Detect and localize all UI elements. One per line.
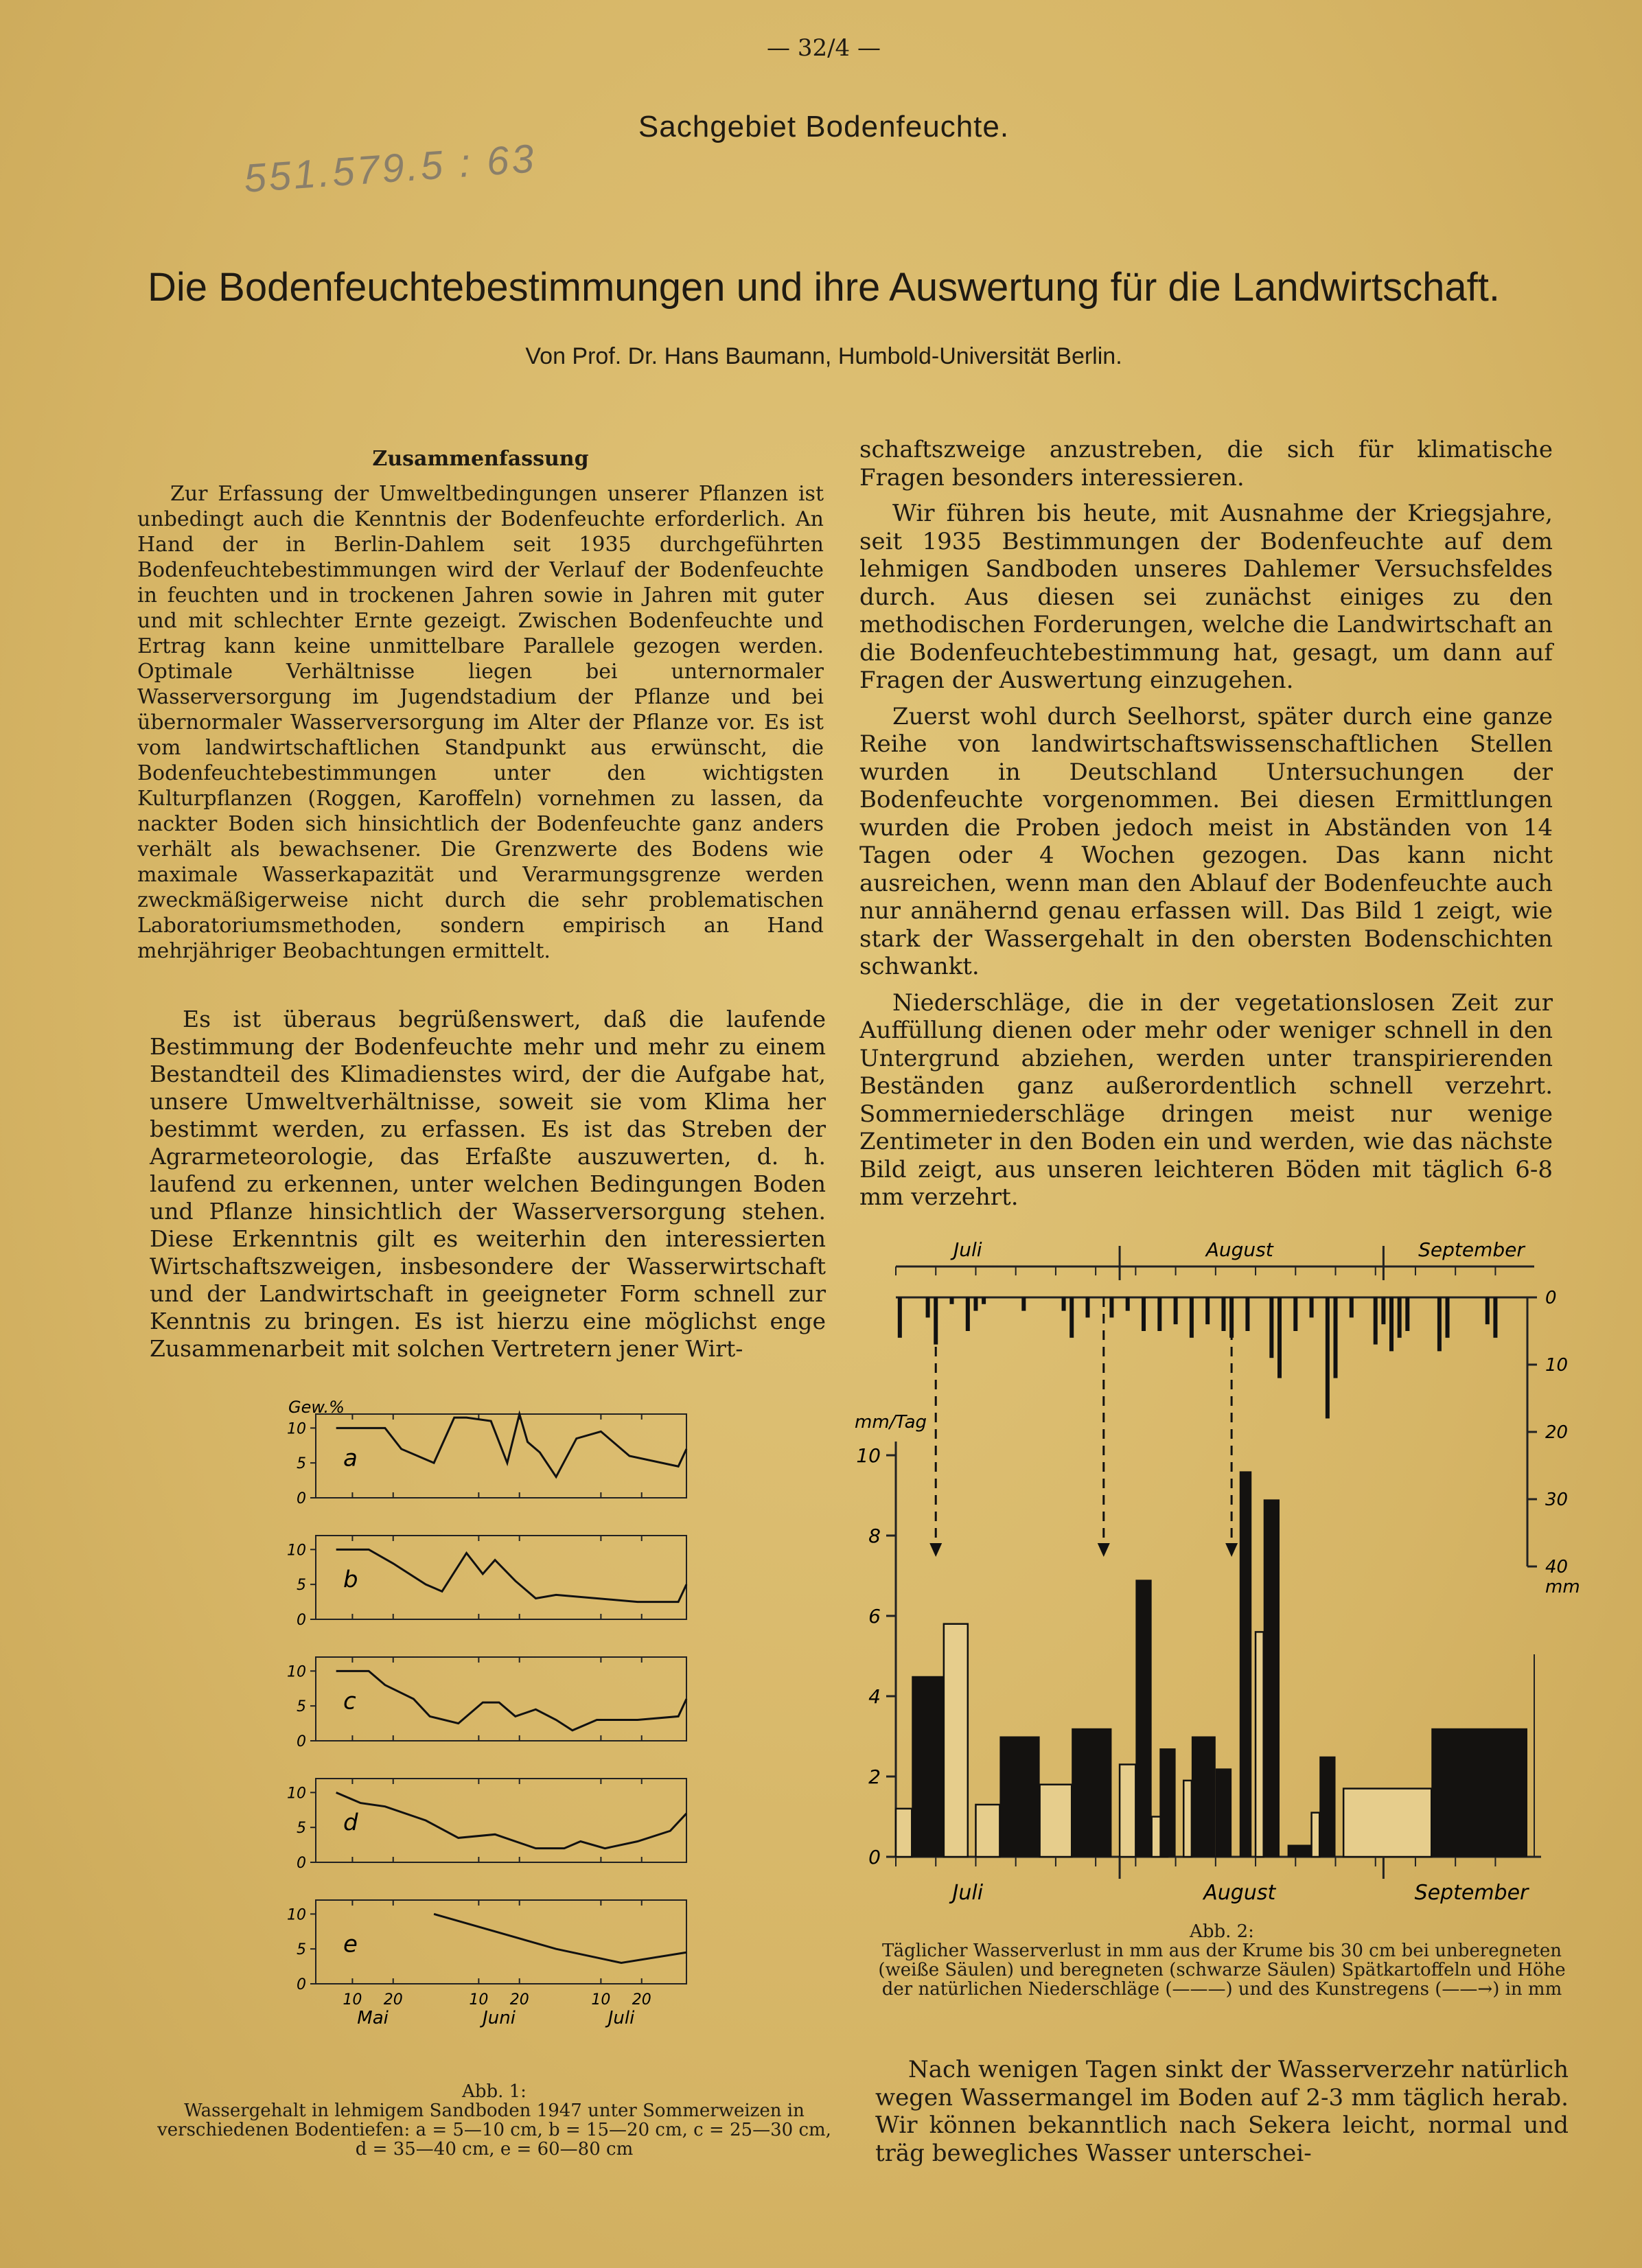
precip-bar	[1109, 1297, 1113, 1317]
paragraph: Wir führen bis heute, mit Ausnahme der Kriegsjahre, seit 1935 Bestimmungen der Bodenfeuchte auf dem lehmigen Sandboden unseres Dahlemer Versuchsfeldes durch. Aus diesen sei zunächst einiges zu den methodischen Forderungen, welche die Landwirtschaft an die Bodenfeuchtebestimmung hat, gesagt, um dann auf Fragen der Auswertung einzugehen.	[859, 500, 1553, 694]
precip-bar	[1493, 1297, 1497, 1338]
y-tick-label: 2	[868, 1766, 881, 1788]
irrigation-arrow-head	[929, 1543, 942, 1557]
precip-bar	[1381, 1297, 1385, 1324]
precip-bar	[1405, 1297, 1409, 1331]
precip-bar	[1389, 1297, 1394, 1351]
figure-2-label: Abb. 2:	[1190, 1921, 1254, 1942]
summary-heading: Zusammenfassung	[372, 447, 589, 471]
summary-text: Zur Erfassung der Umweltbedingungen unserer Pflanzen ist unbedingt auch die Kenntnis der Bodenfeuchte erforderlich. An Hand der in Berlin-Dahlem seit 1935 durchgeführten Bodenfeuchtebestimmungen wird der Verlauf der Bodenfeuchte in feuchten und in trockenen Jahren sowie in Jahren mit guter und mit schlechter Ernte gezeigt. Zwischen Bodenfeuchte und Ertrag kann keine unmittelbare Parallele gezogen werden. Optimale Verhältnisse liegen bei unternormaler Wasserversorgung im Jugendstadium der Pflanze und bei übernormaler Wasserversorgung im Alter der Pflanze vor. Es ist vom landwirtschaftlichen Standpunkt aus erwünscht, die Bodenfeuchtebestimmungen unter den wichtigsten Kulturpflanzen (Roggen, Karoffeln) vornehmen zu lassen, da nackter Boden sich hinsichtlich der Bodenfeuchte ganz anders verhält als bewachsener. Die Grenzwerte des Bodens wie maximale Wasserkapazität und Verarmungsgrenze werden zweckmäßigerweise nicht durch die sehr problematischen Laboratoriumsmethoden, sondern empirisch an Hand mehrjähriger Beobachtungen ermittelt.	[137, 482, 824, 963]
precip-tick-label: 10	[1545, 1355, 1569, 1376]
panel-label-e: e	[343, 1930, 358, 1958]
irrigation-arrow-head	[1098, 1543, 1110, 1557]
summary	[137, 446, 824, 964]
figure-1-caption	[151, 2082, 837, 2159]
precip-bar	[1221, 1297, 1225, 1331]
black-bar	[1135, 1579, 1151, 1857]
precip-tick-label: 30	[1545, 1490, 1569, 1510]
y-tick-label: 10	[287, 1785, 306, 1803]
figure-2-caption	[872, 1922, 1572, 1999]
black-bar	[1431, 1728, 1527, 1857]
precip-bar	[1069, 1297, 1074, 1338]
black-bar	[1240, 1471, 1251, 1857]
right-body-column	[859, 436, 1553, 1220]
figure-2-text: Täglicher Wasserverlust in mm aus der Krume bis 30 cm bei unberegneten (weiße Säulen) und beregneten (schwarze Säulen) Spätkartoffeln und Höhe der natürlichen Niederschläge (———) und des Kunstregens (——→) in mm	[878, 1941, 1566, 2000]
top-month-label: Juli	[953, 1238, 982, 1261]
precip-bar	[1350, 1297, 1354, 1317]
top-month-label: September	[1418, 1238, 1525, 1261]
precip-bar	[966, 1297, 970, 1331]
precip-bar	[1085, 1297, 1089, 1317]
black-bar	[1264, 1499, 1280, 1857]
panel-frame	[316, 1900, 686, 1984]
right-bottom-text	[875, 2056, 1569, 2175]
precip-bar	[1245, 1297, 1249, 1331]
series-line-c	[336, 1671, 686, 1730]
precip-bar	[973, 1297, 978, 1311]
panel-label-d: d	[343, 1809, 358, 1837]
precip-bar	[1310, 1297, 1314, 1317]
precip-bar	[1174, 1297, 1178, 1324]
x-tick-label: 10	[591, 1991, 611, 2009]
black-bar	[1216, 1768, 1232, 1857]
precip-bar	[1142, 1297, 1146, 1331]
top-month-label: August	[1205, 1238, 1273, 1261]
y-tick-label: 6	[868, 1605, 881, 1628]
precip-bar	[950, 1297, 954, 1304]
paragraph: schaftszweige anzustreben, die sich für klimatische Fragen besonders interessieren.	[859, 436, 1553, 491]
y-tick-label: 10	[287, 1420, 306, 1438]
y-tick-label: 0	[297, 1976, 306, 1993]
figure-1-chart	[261, 1400, 714, 2080]
page-number: — 32/4 —	[767, 34, 881, 62]
white-bar	[1183, 1781, 1192, 1857]
series-line-d	[336, 1792, 686, 1848]
y-axis-label: mm/Tag	[855, 1412, 927, 1433]
article-title: Die Bodenfeuchtebestimmungen und ihre Auswertung für die Landwirtschaft.	[148, 265, 1500, 310]
precip-tick-label: 0	[1545, 1288, 1557, 1308]
black-bar	[1159, 1748, 1175, 1857]
y-tick-label: 0	[297, 1612, 306, 1629]
precip-tick-label: 40	[1545, 1557, 1569, 1577]
white-bar	[896, 1809, 912, 1857]
y-tick-label: 5	[297, 1941, 306, 1959]
precip-bar	[1269, 1297, 1273, 1358]
precip-bar	[1062, 1297, 1066, 1311]
y-tick-label: 5	[297, 1698, 306, 1716]
series-line-e	[434, 1914, 686, 1963]
black-bar	[1072, 1728, 1111, 1857]
y-tick-label: 10	[287, 1663, 306, 1681]
month-label: Juli	[608, 2008, 635, 2028]
y-tick-label: 0	[297, 1855, 306, 1872]
precip-bar	[1398, 1297, 1402, 1338]
y-tick-label: 0	[297, 1733, 306, 1750]
x-tick-label: 10	[469, 1991, 489, 2009]
precip-bar	[1437, 1297, 1442, 1351]
y-tick-label: 0	[868, 1846, 881, 1868]
y-tick-label: 10	[287, 1542, 306, 1560]
precip-bar	[1277, 1297, 1282, 1378]
white-bar	[975, 1805, 999, 1857]
precip-bar	[1326, 1297, 1330, 1418]
precip-bar	[1374, 1297, 1378, 1345]
panel-label-b: b	[343, 1566, 358, 1594]
series-line-b	[336, 1549, 686, 1601]
black-bar	[1192, 1737, 1216, 1858]
y-tick-label: 10	[287, 1906, 306, 1924]
precip-bar	[926, 1297, 930, 1317]
panel-frame	[316, 1657, 686, 1741]
white-bar	[1343, 1789, 1431, 1857]
black-bar	[1288, 1844, 1312, 1857]
y-tick-label: 5	[297, 1820, 306, 1838]
y-tick-label: 0	[297, 1490, 306, 1507]
precip-bar	[982, 1297, 986, 1304]
precip-bar	[1126, 1297, 1130, 1311]
precip-tick-label: 20	[1545, 1422, 1569, 1443]
precip-bar	[1190, 1297, 1194, 1338]
precip-bar	[1157, 1297, 1161, 1331]
x-tick-label: 10	[343, 1991, 362, 2009]
month-label: Juni	[483, 2008, 516, 2028]
paragraph: Zuerst wohl durch Seelhorst, später durch eine ganze Reihe von landwirtschaftswissenschaftlichen Stellen wurden in Deutschland Untersuchungen der Bodenfeuchte vorgenommen. Bei diesen Ermittlungen wurden die Proben jedoch meist in Abständen von 14 Tagen oder 4 Wochen gezogen. Das kann nicht ausreichen, wenn man den Ablauf der Bodenfeuchte auch nur annähernd genau erfassen will. Das Bild 1 zeigt, wie stark der Wassergehalt in den obersten Bodenschichten schwankt.	[859, 702, 1553, 980]
series-line-a	[336, 1414, 686, 1477]
x-tick-label: 20	[632, 1991, 651, 2009]
paragraph: Nach wenigen Tagen sinkt der Wasserverzehr natürlich wegen Wassermangel im Boden auf 2-3 mm täglich herab. Wir können bekanntlich nach Sekera leicht, normal und träg bewegliches Wasser unterschei-	[875, 2056, 1569, 2167]
precip-bar	[1485, 1297, 1490, 1324]
white-bar	[1256, 1632, 1264, 1857]
classification-number: 551.579.5 : 63	[242, 136, 538, 201]
y-axis-label: Gew.%	[288, 1398, 345, 1417]
figure-1-label: Abb. 1:	[462, 2081, 527, 2102]
precip-axis-label: mm	[1545, 1577, 1580, 1597]
panel-label-a: a	[343, 1444, 358, 1472]
left-body-column	[150, 1006, 826, 1371]
black-bar	[1319, 1757, 1335, 1857]
black-bar	[999, 1737, 1039, 1858]
y-tick-label: 8	[868, 1525, 881, 1547]
y-tick-label: 4	[868, 1685, 881, 1708]
black-bar	[912, 1676, 944, 1857]
precip-bar	[1446, 1297, 1450, 1338]
precip-bar	[1293, 1297, 1297, 1331]
y-tick-label: 5	[297, 1577, 306, 1595]
y-tick-label: 5	[297, 1455, 306, 1473]
bottom-month-label: August	[1203, 1881, 1276, 1905]
paragraph: Niederschläge, die in der vegetationslosen Zeit zur Auffüllung dienen oder mehr oder weniger schnell in den Untergrund abziehen, werden unter transpirierenden Beständen ganz außerordentlich schnell verzehrt. Sommerniederschläge dringen meist nur wenige Zentimeter in den Boden ein und werden, wie das nächste Bild zeigt, aus unseren leichteren Böden mit täglich 6-8 mm verzehrt.	[859, 988, 1553, 1211]
figure-2-chart	[848, 1229, 1580, 1915]
section-title: Sachgebiet Bodenfeuchte.	[638, 110, 1010, 143]
month-label: Mai	[357, 2008, 389, 2028]
irrigation-arrow-head	[1225, 1543, 1238, 1557]
white-bar	[944, 1624, 968, 1857]
bottom-month-label: September	[1414, 1881, 1529, 1905]
paragraph: Es ist überaus begrüßenswert, daß die laufende Bestimmung der Bodenfeuchte mehr und mehr zu einem Bestandteil des Klimadienstes wird, der die Aufgabe hat, unsere Umweltverhältnisse, soweit sie vom Klima her bestimmt werden, zu erfassen. Es ist das Streben der Agrarmeteorologie, das Erfaßte auszuwerten, d. h. laufend zu erkennen, unter welchen Bedingungen Boden und Pflanze hinsichtlich der Wasserversorgung stehen. Diese Erkenntnis gilt es weiterhin den interessierten Wirtschaftszweigen, insbesondere der Wasserwirtschaft und der Landwirtschaft in geeigneter Form schnell zur Kenntnis zu bringen. Es ist hierzu eine möglichst enge Zusammenarbeit mit solchen Vertretern jener Wirt-	[150, 1006, 826, 1362]
bottom-month-label: Juli	[952, 1881, 984, 1905]
panel-frame	[316, 1779, 686, 1862]
panel-frame	[316, 1536, 686, 1619]
precip-bar	[1021, 1297, 1026, 1311]
precip-bar	[1334, 1297, 1338, 1378]
y-tick-label: 10	[856, 1444, 881, 1467]
precip-bar	[898, 1297, 902, 1338]
byline: Von Prof. Dr. Hans Baumann, Humbold-Universität Berlin.	[525, 343, 1122, 369]
panel-label-c: c	[343, 1687, 356, 1715]
white-bar	[1040, 1785, 1072, 1857]
precip-bar	[1205, 1297, 1210, 1324]
figure-1-text: Wassergehalt in lehmigem Sandboden 1947 unter Sommerweizen in verschiedenen Bodentiefen: a = 5—10 cm, b = 15—20 cm, c = 25—30 cm, d = 35—40 cm, e = 60—80 cm	[157, 2101, 831, 2160]
x-tick-label: 20	[383, 1991, 403, 2009]
white-bar	[1120, 1764, 1135, 1857]
white-bar	[1312, 1813, 1320, 1857]
x-tick-label: 20	[509, 1991, 529, 2009]
